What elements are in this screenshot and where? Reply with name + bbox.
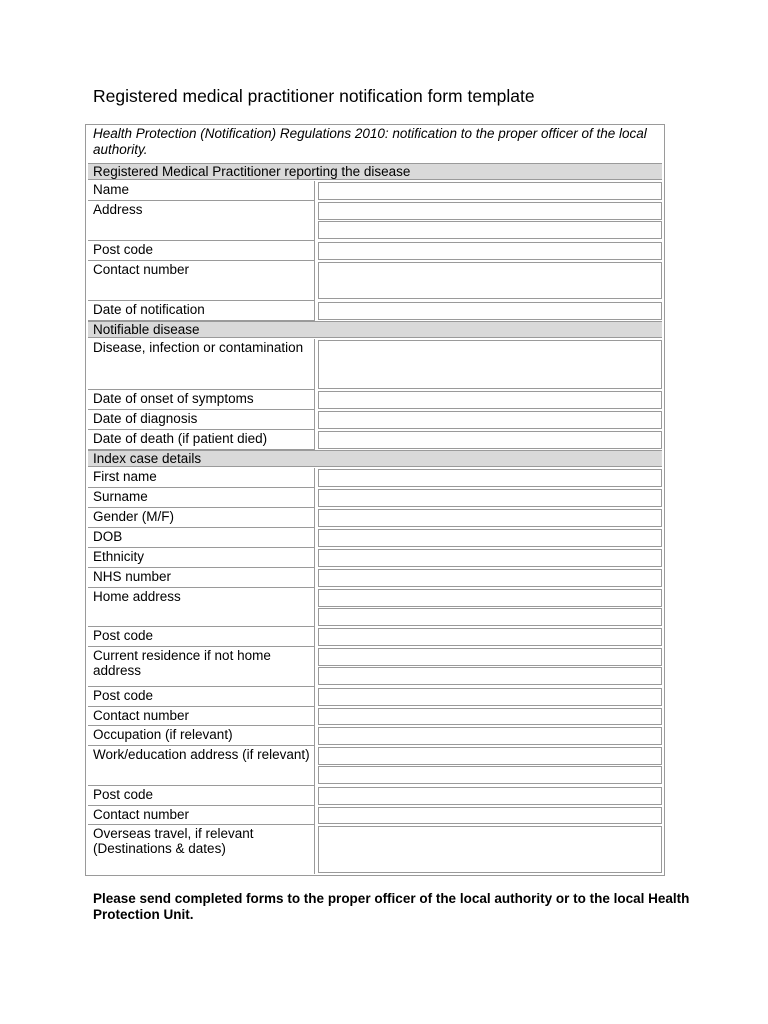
name-field[interactable] bbox=[318, 182, 662, 200]
section-practitioner: Registered Medical Practitioner reporting the disease bbox=[88, 163, 662, 180]
home-address-field-line2[interactable] bbox=[318, 608, 662, 626]
label-disease-infection: Disease, infection or contamination bbox=[88, 339, 315, 390]
work-postcode-field[interactable] bbox=[318, 787, 662, 805]
home-address-field-line1[interactable] bbox=[318, 589, 662, 607]
first-name-field[interactable] bbox=[318, 469, 662, 487]
label-work-postcode: Post code bbox=[88, 786, 315, 806]
postcode-field[interactable] bbox=[318, 242, 662, 260]
work-address-field-line2[interactable] bbox=[318, 766, 662, 784]
label-first-name: First name bbox=[88, 468, 315, 488]
disease-infection-field[interactable] bbox=[318, 340, 662, 389]
footer-note: Please send completed forms to the proper officer of the local authority or to the local Health Protection Unit. bbox=[93, 891, 690, 922]
label-address: Address bbox=[88, 201, 315, 241]
date-of-notification-field[interactable] bbox=[318, 302, 662, 320]
current-residence-field-line1[interactable] bbox=[318, 648, 662, 666]
work-address-field-line1[interactable] bbox=[318, 747, 662, 765]
ethnicity-field[interactable] bbox=[318, 549, 662, 567]
label-postcode: Post code bbox=[88, 241, 315, 261]
date-of-onset-field[interactable] bbox=[318, 391, 662, 409]
label-dob: DOB bbox=[88, 528, 315, 548]
home-postcode-field[interactable] bbox=[318, 628, 662, 646]
label-ethnicity: Ethnicity bbox=[88, 548, 315, 568]
date-of-diagnosis-field[interactable] bbox=[318, 411, 662, 429]
nhs-number-field[interactable] bbox=[318, 569, 662, 587]
form-intro: Health Protection (Notification) Regulations 2010: notification to the proper officer of the local authority. bbox=[93, 126, 647, 157]
label-work-address: Work/education address (if relevant) bbox=[88, 746, 315, 786]
label-home-address: Home address bbox=[88, 588, 315, 627]
page-title: Registered medical practitioner notification form template bbox=[93, 86, 535, 106]
occupation-field[interactable] bbox=[318, 727, 662, 745]
label-date-of-diagnosis: Date of diagnosis bbox=[88, 410, 315, 430]
label-surname: Surname bbox=[88, 488, 315, 508]
label-gender: Gender (M/F) bbox=[88, 508, 315, 528]
label-date-of-onset: Date of onset of symptoms bbox=[88, 390, 315, 410]
current-residence-field-line2[interactable] bbox=[318, 667, 662, 685]
label-date-of-death: Date of death (if patient died) bbox=[88, 430, 315, 450]
section-notifiable-disease: Notifiable disease bbox=[88, 321, 662, 338]
address-field-line1[interactable] bbox=[318, 202, 662, 220]
label-contact-number: Contact number bbox=[88, 261, 315, 301]
label-current-residence: Current residence if not home address bbox=[88, 647, 315, 687]
overseas-travel-field[interactable] bbox=[318, 826, 662, 873]
label-residence-postcode: Post code bbox=[88, 687, 315, 707]
label-work-contact-number: Contact number bbox=[88, 806, 315, 825]
residence-postcode-field[interactable] bbox=[318, 688, 662, 706]
label-home-postcode: Post code bbox=[88, 627, 315, 647]
label-name: Name bbox=[88, 181, 315, 201]
gender-field[interactable] bbox=[318, 509, 662, 527]
work-contact-number-field[interactable] bbox=[318, 807, 662, 824]
label-occupation: Occupation (if relevant) bbox=[88, 726, 315, 746]
label-overseas-travel: Overseas travel, if relevant (Destinations & dates) bbox=[88, 825, 315, 874]
label-index-contact-number: Contact number bbox=[88, 707, 315, 726]
label-nhs-number: NHS number bbox=[88, 568, 315, 588]
surname-field[interactable] bbox=[318, 489, 662, 507]
section-index-case: Index case details bbox=[88, 450, 662, 467]
date-of-death-field[interactable] bbox=[318, 431, 662, 449]
address-field-line2[interactable] bbox=[318, 221, 662, 239]
contact-number-field[interactable] bbox=[318, 262, 662, 299]
label-date-of-notification: Date of notification bbox=[88, 301, 315, 321]
index-contact-number-field[interactable] bbox=[318, 708, 662, 725]
dob-field[interactable] bbox=[318, 529, 662, 547]
